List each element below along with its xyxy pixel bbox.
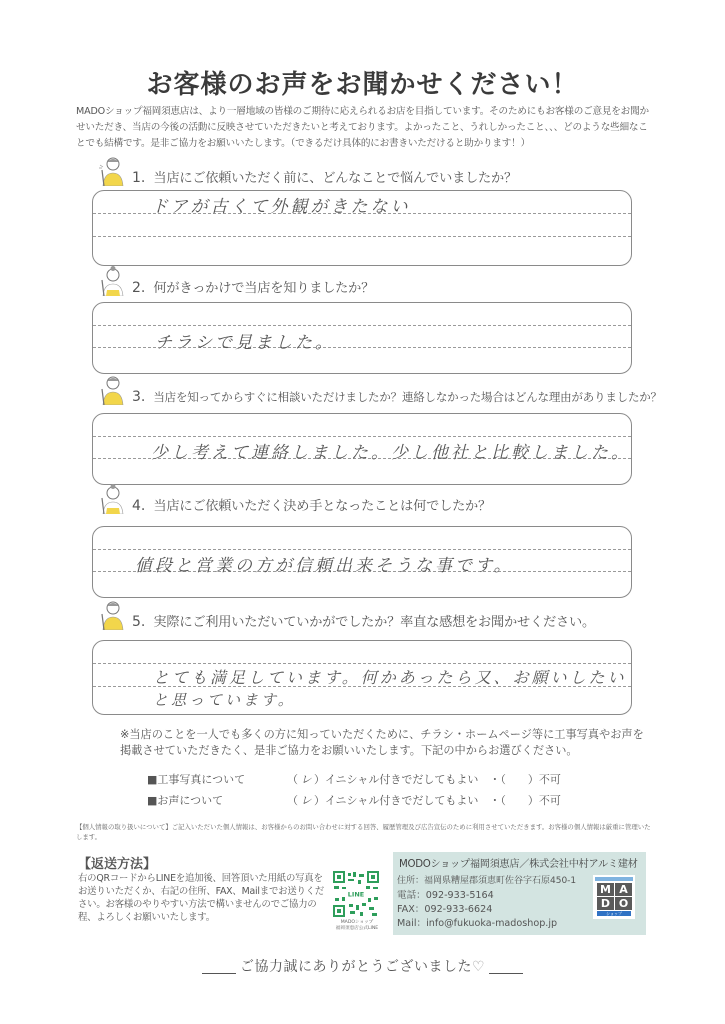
mado-shop-logo — [593, 875, 635, 919]
logo-letter: D — [597, 897, 614, 910]
thanks-text: ご協力誠にありがとうございました — [239, 959, 472, 975]
answer-text: 値段と営業の方が信頼出来そうな事です。 — [135, 556, 514, 576]
check-mark-icon[interactable]: レ — [300, 773, 312, 786]
qr-line-label: LINE — [347, 890, 365, 899]
answer-text: 少し考えて連絡しました。少し他社と比較しました。 — [151, 443, 631, 463]
question-4-header — [98, 488, 658, 514]
consent-option: ）イニシャル付きでだしてもよい ・（ ）不可 — [314, 773, 561, 786]
answer-box-3[interactable] — [92, 413, 632, 485]
divider — [202, 973, 236, 974]
answer-text: と思っています。 — [153, 691, 296, 709]
heart-hands-icon: ♡ — [471, 959, 486, 975]
logo-bar: ショップ — [597, 911, 631, 916]
consent-label: ■工事写真について — [147, 773, 246, 786]
question-1-header — [98, 160, 658, 186]
check-mark-icon[interactable]: レ — [300, 794, 312, 807]
consent-option: ）イニシャル付きでだしてもよい ・（ ）不可 — [314, 794, 561, 807]
question-number: 5. — [132, 614, 146, 630]
question-text: 当店を知ってからすぐに相談いただけましたか？連絡しなかった場合はどんな理由がありましたか？ — [153, 390, 662, 404]
question-3-header — [98, 379, 662, 405]
contact-address: 住所：福岡県糟屋郡須恵町佐谷字石原450-1 — [397, 876, 577, 886]
answer-box-2[interactable] — [92, 302, 632, 374]
logo-letter: A — [615, 883, 632, 896]
contact-mail[interactable]: Mail：info@fukuoka-madoshop.jp — [397, 918, 558, 929]
man-avatar-icon — [98, 156, 126, 186]
contact-title: MODOショップ福岡須恵店／株式会社中村アルミ建材 — [399, 859, 638, 870]
intro-text: MADOショップ福岡須恵店は、より一層地域の皆様のご期待に応えられるお店を目指しています。そのためにもお客様のご意見をお聞かせいただき、当店の今後の活動に反映させていただきたいと考えております。よかったこと、うれしかったこと、、、どのような些細なことでも結構です。是非ご協力をお願いいたします。（できるだけ具体的にお書きいただけると助かります！） — [76, 106, 649, 149]
question-text: 実際にご利用いただいていかがでしたか？率直な感想をお聞かせください。 — [153, 615, 595, 630]
question-number: 1. — [132, 170, 146, 186]
logo-letter: O — [615, 897, 632, 910]
woman-avatar-icon — [98, 484, 126, 514]
consent-label: ■お声について — [147, 794, 224, 807]
answer-text: とても満足しています。何かあったら又、お願いしたい — [153, 668, 627, 687]
contact-info-box — [393, 852, 646, 935]
question-2-header — [98, 270, 658, 296]
page-title: お客様のお声をお聞かせください！ — [146, 70, 579, 100]
answer-box-4[interactable] — [92, 526, 632, 598]
question-text: 当店にご依頼いただく前に、どんなことで悩んでいましたか？ — [153, 171, 518, 186]
question-5-header — [98, 604, 658, 630]
consent-row-photos — [147, 771, 561, 787]
paren: （ — [287, 773, 298, 786]
question-text: 当店にご依頼いただく決め手となったことは何でしたか？ — [153, 499, 492, 514]
return-method-heading: 【返送方法】 — [78, 857, 157, 872]
consent-note: ※当店のことを一人でも多くの方に知っていただくために、チラシ・ホームページ等に工事写真やお声を掲載させていただきたく、是非ご協力をお願いいたします。下記の中からお選びください。 — [120, 728, 644, 757]
answer-text: ドアが古くて外観がきたない — [151, 197, 411, 217]
man-avatar-icon — [98, 600, 126, 630]
contact-fax: FAX：092-933-6624 — [397, 904, 493, 915]
qr-caption-line: 福岡須恵店公式LINE — [335, 926, 379, 931]
divider — [489, 973, 523, 974]
logo-letter: M — [597, 883, 614, 896]
qr-caption — [326, 920, 388, 932]
contact-phone[interactable]: 電話：092-933-5164 — [397, 890, 494, 901]
qr-caption-line: MADOショップ — [340, 920, 374, 925]
question-number: 2. — [132, 280, 146, 296]
line-qr-code[interactable] — [332, 870, 380, 918]
logo-tagline — [595, 877, 633, 881]
question-text: 何がきっかけで当店を知りましたか？ — [153, 281, 375, 296]
return-method-body: 右のQRコードからLINEを追加後、回答頂いた用紙の写真をお送りいただくか、右記の住所、FAX、Mailまでお送りください。お客様のやりやすい方法で構いませんのでご協力の程、よろしくお願いいたします。 — [78, 873, 325, 923]
consent-row-voice — [147, 792, 561, 808]
woman-avatar-icon — [98, 266, 126, 296]
answer-text: チラシで見ました。 — [155, 333, 335, 353]
man-avatar-icon — [98, 375, 126, 405]
question-number: 4. — [132, 498, 146, 514]
privacy-notice: 【個人情報の取り扱いについて】ご記入いただいた個人情報は、お客様からのお問い合わせに対する回答、履歴管理及び広告宣伝のために利用させていただきます。お客様の個人情報は厳重に管理いたします。 — [76, 823, 651, 841]
question-number: 3. — [132, 389, 146, 405]
paren: （ — [287, 794, 298, 807]
answer-box-5[interactable] — [92, 640, 632, 715]
answer-box-1[interactable] — [92, 190, 632, 266]
thanks-footer — [0, 956, 725, 976]
